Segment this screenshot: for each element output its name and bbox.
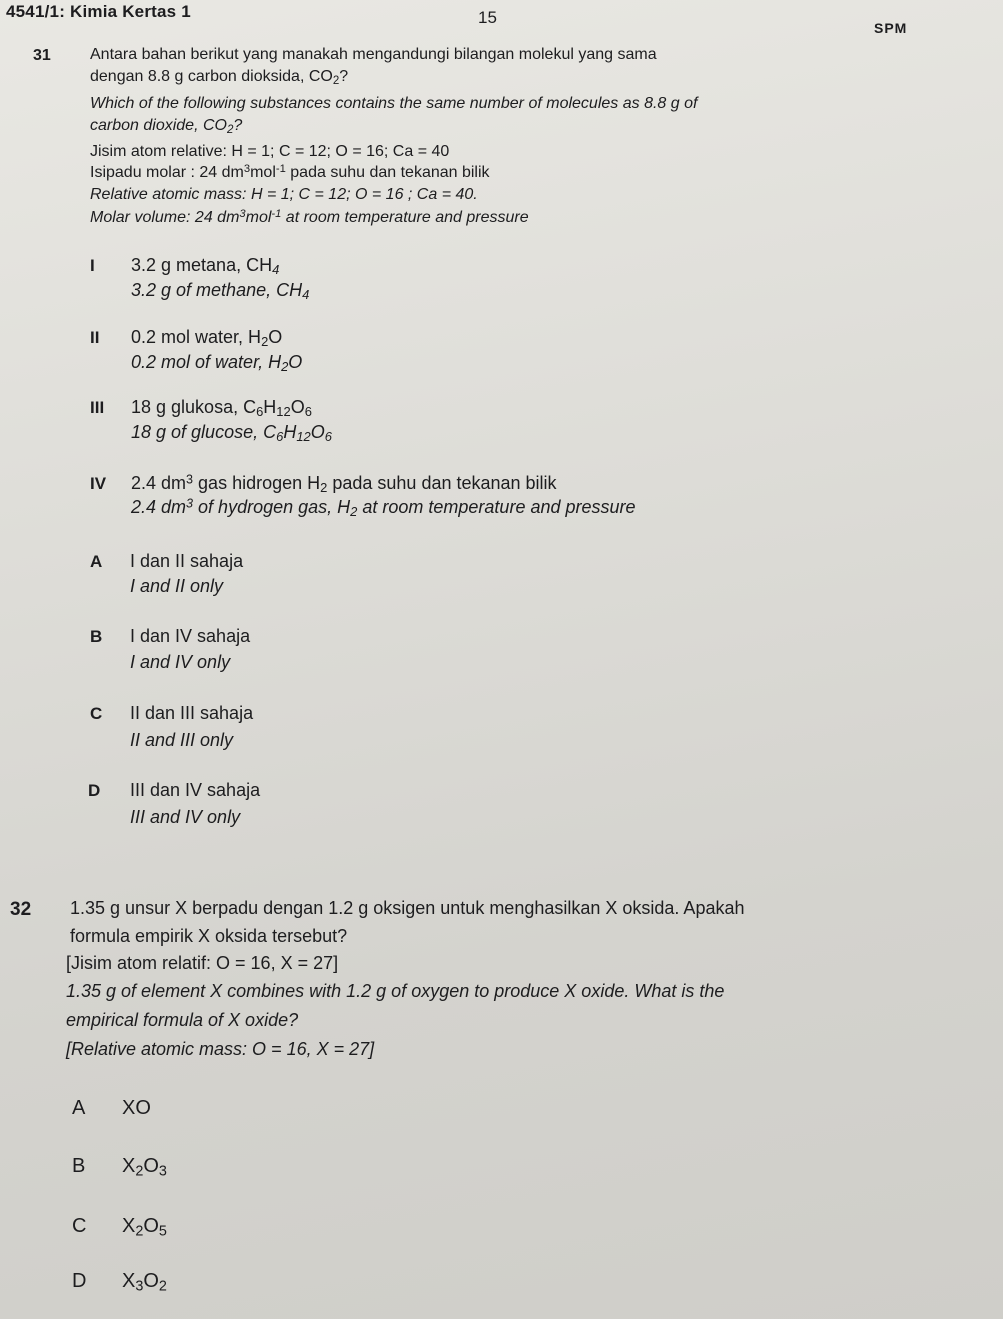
paper-code: 4541/1: Kimia Kertas 1 xyxy=(6,2,191,21)
q32-option-c-letter[interactable]: C xyxy=(72,1215,87,1237)
statement-ii-english: 0.2 mol of water, $H_2O$ xyxy=(131,352,303,375)
statement-iv-numeral: IV xyxy=(90,474,107,493)
statement-i-english: 3.2 g of methane, $CH_4$ xyxy=(131,280,310,303)
q32-option-d-formula[interactable]: $X_3O_2$ xyxy=(122,1270,167,1295)
q32-malay-line2: formula empirik X oksida tersebut? xyxy=(70,926,348,946)
page-number: 15 xyxy=(478,8,497,27)
q32-english-line2: empirical formula of X oxide? xyxy=(66,1010,299,1030)
q31-option-c-malay[interactable]: II dan III sahaja xyxy=(130,703,254,723)
q31-molar-volume-english: Molar volume: 24 $dm^3mol^{-1}$ at room temperature and pressure xyxy=(90,207,529,226)
statement-iii-english: 18 g of glucose, $C_6H_{12}O_6$ xyxy=(131,422,332,445)
q32-option-d-letter[interactable]: D xyxy=(72,1270,87,1292)
statement-ii-numeral: II xyxy=(90,328,100,347)
statement-i-malay: 3.2 g metana, $CH_4$ xyxy=(131,255,280,278)
q31-english-line2: carbon dioxide, $CO_2$? xyxy=(90,117,243,136)
q31-option-b-malay[interactable]: I dan IV sahaja xyxy=(130,626,251,646)
statement-iii-malay: 18 g glukosa, $C_6H_{12}O_6$ xyxy=(131,397,312,420)
question-32-number: 32 xyxy=(10,899,32,920)
q31-option-d-english[interactable]: III and IV only xyxy=(130,807,241,827)
q31-option-d-letter[interactable]: D xyxy=(88,781,101,800)
q32-english-line1: 1.35 g of element X combines with 1.2 g of oxygen to produce X oxide. What is the xyxy=(66,981,725,1001)
exam-label: SPM xyxy=(874,20,908,36)
q32-option-b-formula[interactable]: $X_2O_3$ xyxy=(122,1155,167,1180)
q31-option-a-letter[interactable]: A xyxy=(90,552,103,571)
q31-relative-mass-malay: Jisim atom relative: H = 1; C = 12; O = 16; Ca = 40 xyxy=(90,143,450,160)
q32-relative-mass-english: [Relative atomic mass: O = 16, X = 27] xyxy=(66,1039,375,1059)
q31-option-a-malay[interactable]: I dan II sahaja xyxy=(130,551,244,571)
q31-relative-mass-english: Relative atomic mass: H = 1; C = 12; O = 16 ; Ca = 40. xyxy=(90,186,478,203)
q32-option-a-formula[interactable]: XO xyxy=(122,1097,151,1119)
q31-option-b-english[interactable]: I and IV only xyxy=(130,652,231,672)
statement-iii-numeral: III xyxy=(90,398,105,417)
statement-iv-english: 2.4 $dm^3$ of hydrogen gas, $H_2$ at room temperature and pressure xyxy=(131,496,636,520)
q31-molar-volume-malay: Isipadu molar : 24 $dm^3mol^{-1}$ pada suhu dan tekanan bilik xyxy=(90,162,490,181)
q32-option-b-letter[interactable]: B xyxy=(72,1155,86,1177)
q31-option-c-letter[interactable]: C xyxy=(90,704,103,723)
statement-iv-malay: 2.4 $dm^3$ gas hidrogen $H_2$ pada suhu dan tekanan bilik xyxy=(131,472,557,496)
q31-option-d-malay[interactable]: III dan IV sahaja xyxy=(130,780,261,800)
q31-malay-line2: dengan 8.8 g carbon dioksida, $CO_2$? xyxy=(90,68,349,87)
statement-ii-malay: 0.2 mol water, $H_2O$ xyxy=(131,327,283,350)
q31-option-c-english[interactable]: II and III only xyxy=(130,730,234,750)
q31-english-line1: Which of the following substances contains the same number of molecules as 8.8 g of xyxy=(90,95,698,112)
statement-i-numeral: I xyxy=(90,256,95,275)
q32-relative-mass-malay: [Jisim atom relatif: O = 16, X = 27] xyxy=(66,953,339,973)
q31-option-b-letter[interactable]: B xyxy=(90,627,103,646)
q32-malay-line1: 1.35 g unsur X berpadu dengan 1.2 g oksigen untuk menghasilkan X oksida. Apakah xyxy=(70,898,745,918)
q31-option-a-english[interactable]: I and II only xyxy=(130,576,224,596)
q31-malay-line1: Antara bahan berikut yang manakah mengandungi bilangan molekul yang sama xyxy=(90,46,657,63)
q32-option-a-letter[interactable]: A xyxy=(72,1097,86,1119)
q32-option-c-formula[interactable]: $X_2O_5$ xyxy=(122,1215,167,1240)
question-31-number: 31 xyxy=(33,47,51,64)
